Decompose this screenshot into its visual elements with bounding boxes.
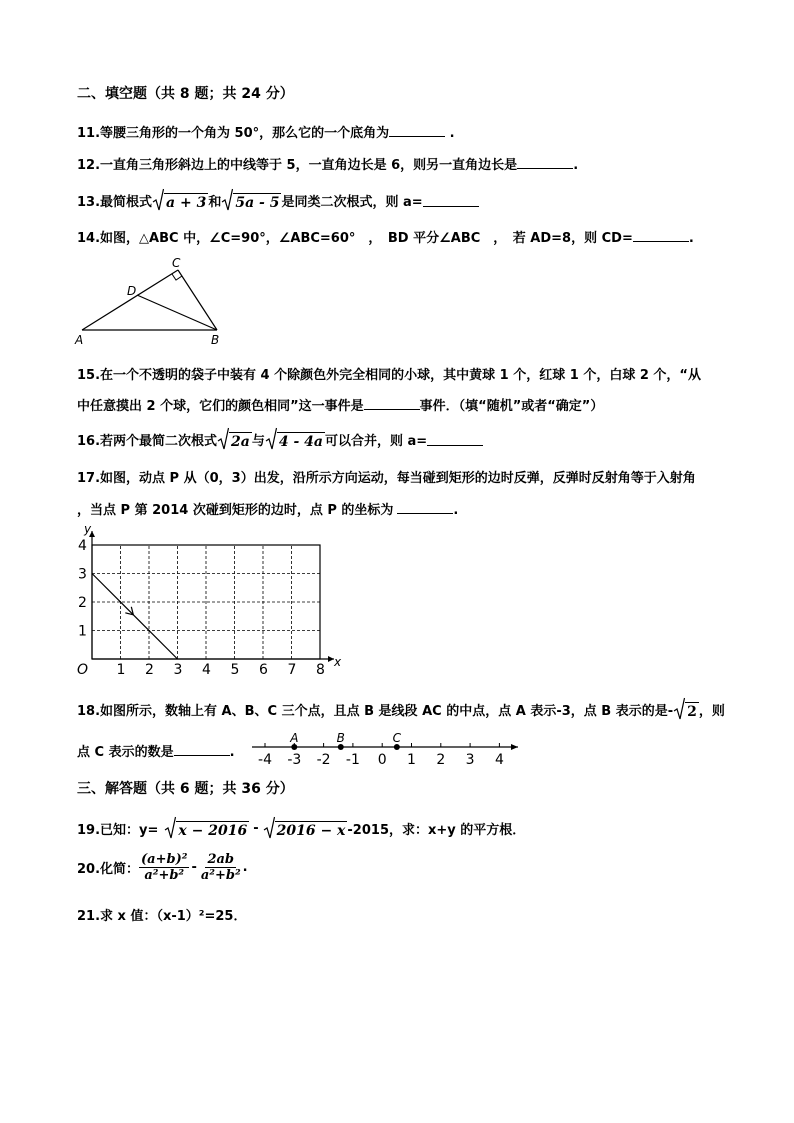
answer-blank — [427, 433, 483, 446]
question-11: 11.等腰三角形的一个角为 50°，那么它的一个底角为 . — [77, 126, 455, 141]
motion-path — [92, 574, 178, 660]
radical: 2a — [217, 427, 252, 451]
y-tick-label: 3 — [78, 566, 87, 583]
radical: x − 2016 — [164, 816, 249, 840]
answer-blank — [174, 743, 230, 756]
answer-blank — [517, 156, 573, 169]
tick-label: 0 — [377, 752, 387, 768]
point-label-c: C — [392, 731, 402, 745]
radical: 2 — [673, 697, 699, 721]
x-tick-label: 4 — [202, 662, 211, 678]
radical: 4 - 4a — [265, 427, 325, 451]
question-15-line1: 15.在一个不透明的袋子中装有 4 个除颜色外完全相同的小球，其中黄球 1 个，红球 1 个，白球 2 个，“从 — [77, 368, 701, 383]
answer-blank — [389, 124, 445, 137]
tick-label: 4 — [494, 752, 504, 768]
vertex-label-c: C — [172, 256, 181, 270]
question-text: 14.如图，△ABC 中，∠C=90°，∠ABC=60° ， BD 平分∠ABC ， 若 AD=8，则 CD= — [77, 231, 633, 246]
tick-label: 2 — [436, 752, 446, 768]
answer-blank — [633, 229, 689, 242]
radical: 5a - 5 — [221, 188, 281, 212]
number-line-figure — [250, 728, 525, 768]
x-tick-label: 7 — [287, 662, 297, 678]
question-12: 12.一直角三角形斜边上的中线等于 5，一直角边长是 6，则另一直角边长是 . — [77, 158, 579, 173]
question-19: 19.已知：y= x − 2016 - 2016 − x -2015，求：x+y 的平方根． — [77, 816, 525, 840]
tick-label: -3 — [287, 752, 302, 768]
coordinate-grid-figure — [70, 523, 360, 678]
section-title: 三、解答题（共 6 题；共 36 分） — [77, 781, 294, 797]
x-tick-label: 3 — [173, 662, 183, 678]
question-13: 13.最简根式 a + 3 和 5a - 5 是同类二次根式，则 a= — [77, 188, 479, 212]
x-tick-label: 1 — [116, 662, 126, 678]
tick-label: 3 — [465, 752, 475, 768]
vertex-label-b: B — [211, 333, 220, 347]
question-17-line2: ，当点 P 第 2014 次碰到矩形的边时，点 P 的坐标为 . — [77, 503, 459, 518]
fraction: $\frac{\text{(a+b)²}}{\text{a²+b²}}$ — [141, 852, 188, 883]
question-14: 14.如图，△ABC 中，∠C=90°，∠ABC=60° ， BD 平分∠ABC ， 若 AD=8，则 CD= . — [77, 231, 694, 246]
y-axis-label: y — [84, 523, 92, 536]
point-label-a: A — [290, 731, 299, 745]
number-line-arrow — [511, 744, 518, 750]
answer-blank — [364, 397, 420, 410]
y-tick-label: 4 — [78, 538, 87, 554]
x-tick-label: 6 — [259, 662, 268, 678]
question-18-line2: 点 C 表示的数是 . — [77, 745, 235, 760]
question-15-line2: 中任意摸出 2 个球，它们的颜色相同”这一事件是 事件．（填“随机”或者“确定”） — [77, 399, 604, 414]
origin-label: O — [77, 662, 89, 678]
section-title: 二、填空题（共 8 题；共 24 分） — [77, 86, 294, 102]
x-axis-label: x — [334, 655, 342, 669]
y-tick-label: 2 — [78, 595, 87, 611]
fraction: $\frac{2ab}{\text{a²+b²}}$ — [200, 852, 241, 883]
tick-label: 1 — [407, 752, 416, 768]
question-21: 21.求 x 值：（x-1）²=25． — [77, 909, 247, 924]
question-17-line1: 17.如图，动点 P 从（0，3）出发，沿所示方向运动，每当碰到矩形的边时反弹，反弹时反射角等于入射角 — [77, 471, 696, 486]
question-18-line1: 18.如图所示，数轴上有 A、B、C 三个点，且点 B 是线段 AC 的中点，点 A 表示-3，点 B 表示的是- 2 ，则 — [77, 697, 725, 721]
answer-blank — [397, 501, 453, 514]
x-tick-label: 5 — [230, 662, 240, 678]
tick-label: -2 — [316, 752, 331, 768]
tick-label: -1 — [345, 752, 360, 768]
question-text: 11.等腰三角形的一个角为 50°，那么它的一个底角为 — [77, 126, 390, 141]
x-tick-label: 8 — [316, 662, 325, 678]
question-20: 20.化简： $\frac{\text{(a+b)²}}{\text{a²+b²}}$ - $\frac{2ab}{\text{a²+b²}}$ . — [77, 852, 248, 883]
radical: 2016 − x — [263, 816, 348, 840]
triangle-figure — [70, 253, 230, 348]
vertex-label-d: D — [127, 284, 137, 298]
question-16: 16.若两个最简二次根式 2a 与 4 - 4a 可以合并，则 a= — [77, 427, 483, 451]
tick-label: -4 — [258, 752, 272, 768]
point-label-b: B — [336, 731, 345, 745]
vertex-label-a: A — [75, 333, 84, 347]
radical: a + 3 — [152, 188, 208, 212]
x-tick-label: 2 — [145, 662, 154, 678]
question-text: 12.一直角三角形斜边上的中线等于 5，一直角边长是 6，则另一直角边长是 — [77, 158, 518, 173]
answer-blank — [423, 194, 479, 207]
y-tick-label: 1 — [78, 623, 87, 640]
